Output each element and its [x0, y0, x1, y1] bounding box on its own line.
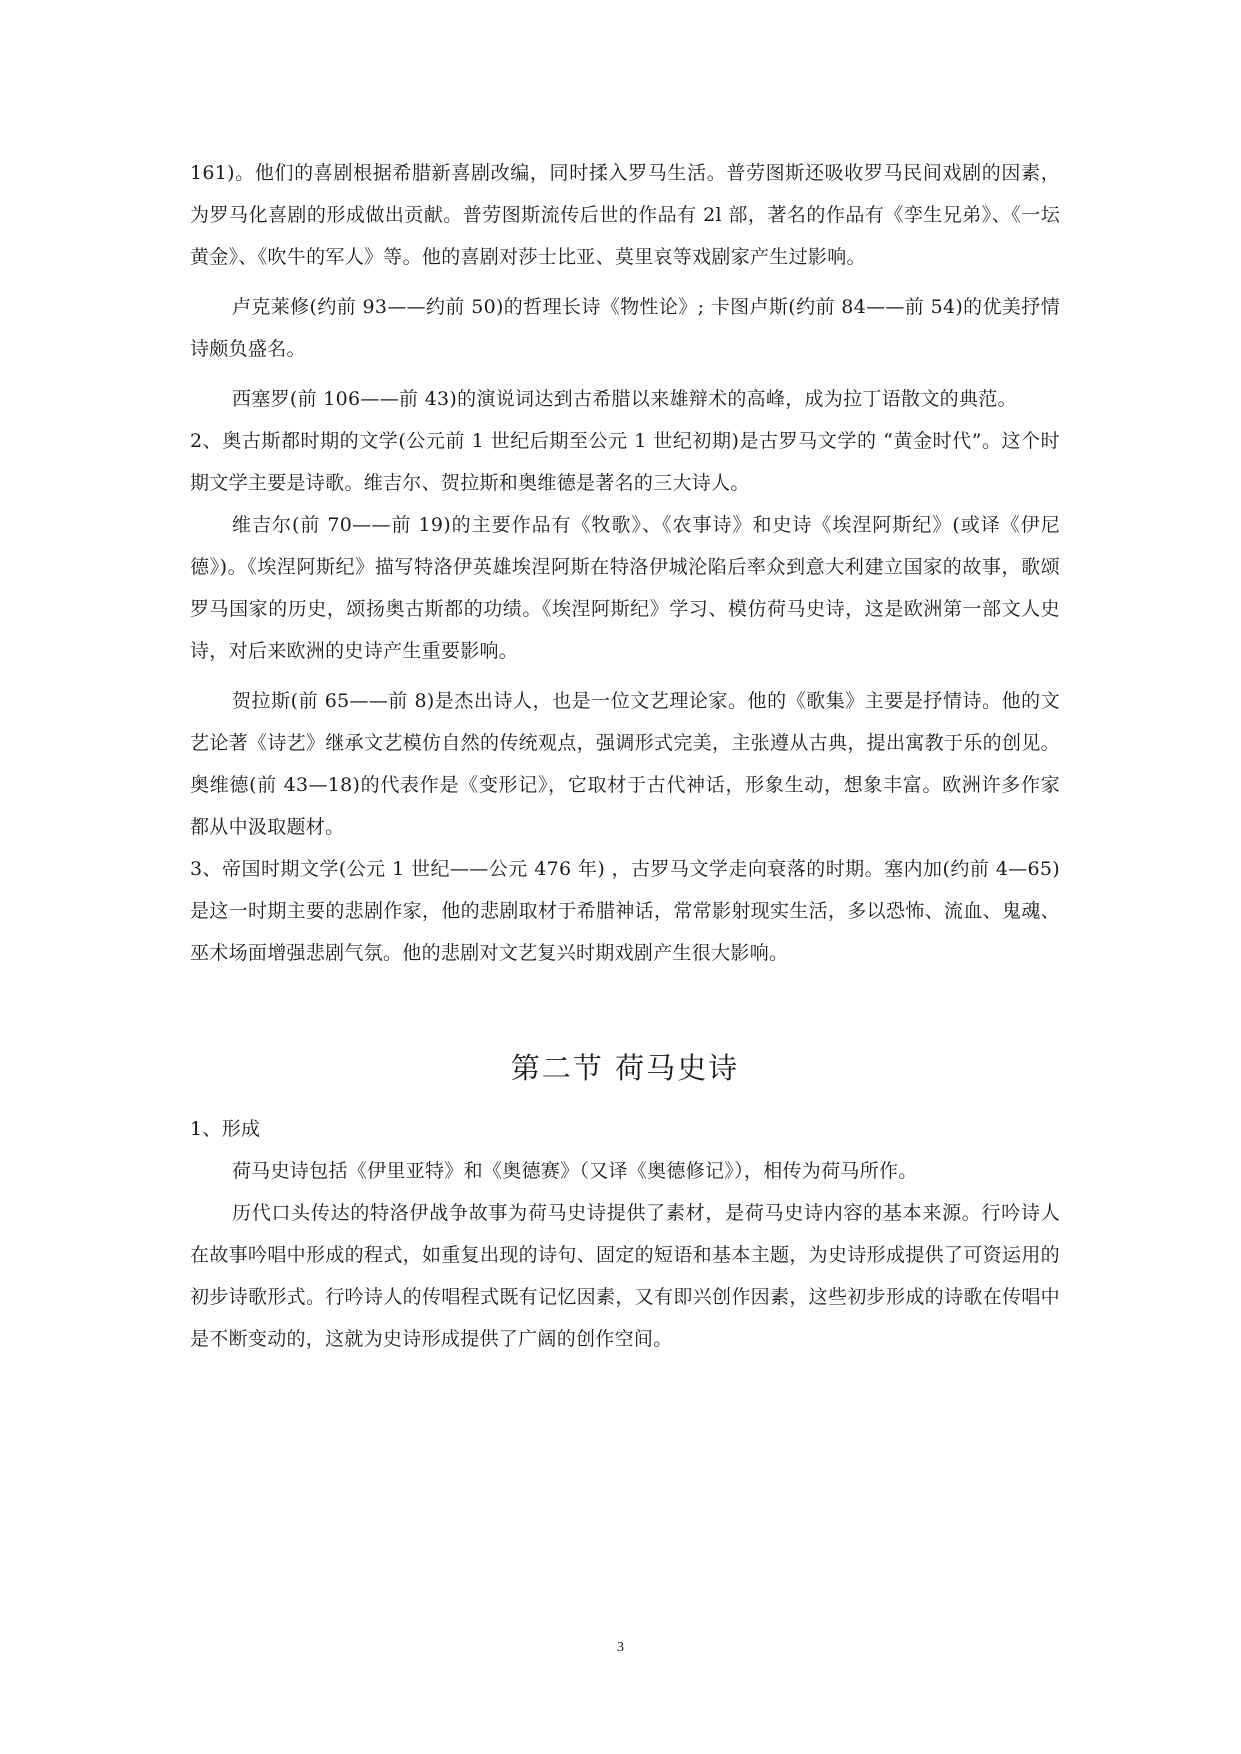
- section-subheading: 1、形成: [190, 1118, 261, 1140]
- page-content: [190, 152, 1060, 1368]
- paragraph-augustan-period: 2、奥古斯都时期的文学(公元前 1 世纪后期至公元 1 世纪初期)是古罗马文学的 “黄金时代”。这个时期文学主要是诗歌。维吉尔、贺拉斯和奥维德是著名的三大诗人。: [190, 430, 1060, 494]
- section-title: 第二节 荷马史诗: [510, 1051, 740, 1085]
- paragraph-plautus: 161)。他们的喜剧根据希腊新喜剧改编，同时揉入罗马生活。普劳图斯还吸收罗马民间戏剧的因素，为罗马化喜剧的形成做出贡献。普劳图斯流传后世的作品有 2l 部，著名的作品有《孪生兄弟》、《一坛黄金》、《吹牛的军人》等。他的喜剧对莎士比亚、莫里哀等戏剧家产生过影响。: [190, 162, 1060, 268]
- paragraph-imperial-period: 3、帝国时期文学(公元 1 世纪——公元 476 年) ，古罗马文学走向衰落的时期。塞内加(约前 4—65)是这一时期主要的悲剧作家，他的悲剧取材于希腊神话，常常影射现实生活，多以恐怖、流血、鬼魂、巫术场面增强悲剧气氛。他的悲剧对文艺复兴时期戏剧产生很大影响。: [190, 858, 1060, 964]
- paragraph-virgil: 维吉尔(前 70——前 19)的主要作品有《牧歌》、《农事诗》和史诗《埃涅阿斯纪》(或译《伊尼德》)。《埃涅阿斯纪》描写特洛伊英雄埃涅阿斯在特洛伊城沦陷后率众到意大利建立国家的故事，歌颂罗马国家的历史，颂扬奥古斯都的功绩。《埃涅阿斯纪》学习、模仿荷马史诗，这是欧洲第一部文人史诗，对后来欧洲的史诗产生重要影响。: [190, 514, 1060, 662]
- page-number: 3: [617, 1640, 624, 1655]
- paragraph-formation: 历代口头传达的特洛伊战争故事为荷马史诗提供了素材，是荷马史诗内容的基本来源。行吟诗人在故事吟唱中形成的程式，如重复出现的诗句、固定的短语和基本主题，为史诗形成提供了可资运用的初步诗歌形式。行吟诗人的传唱程式既有记忆因素，又有即兴创作因素，这些初步形成的诗歌在传唱中是不断变动的，这就为史诗形成提供了广阔的创作空间。: [190, 1202, 1060, 1350]
- paragraph-horace: 贺拉斯(前 65——前 8)是杰出诗人，也是一位文艺理论家。他的《歌集》主要是抒情诗。他的文艺论著《诗艺》继承文艺模仿自然的传统观点，强调形式完美，主张遵从古典，提出寓教于乐的创见。奥维德(前 43—18)的代表作是《变形记》，它取材于古代神话，形象生动，想象丰富。欧洲许多作家都从中汲取题材。: [190, 690, 1060, 838]
- paragraph-lucretius: 卢克莱修(约前 93——约前 50)的哲理长诗《物性论》; 卡图卢斯(约前 84——前 54)的优美抒情诗颇负盛名。: [190, 296, 1060, 360]
- paragraph-homer-epics: 荷马史诗包括《伊里亚特》和《奥德赛》（又译《奥德修记》），相传为荷马所作。: [232, 1160, 918, 1182]
- paragraph-cicero: 西塞罗(前 106——前 43)的演说词达到古希腊以来雄辩术的高峰，成为拉丁语散文的典范。: [232, 388, 1017, 410]
